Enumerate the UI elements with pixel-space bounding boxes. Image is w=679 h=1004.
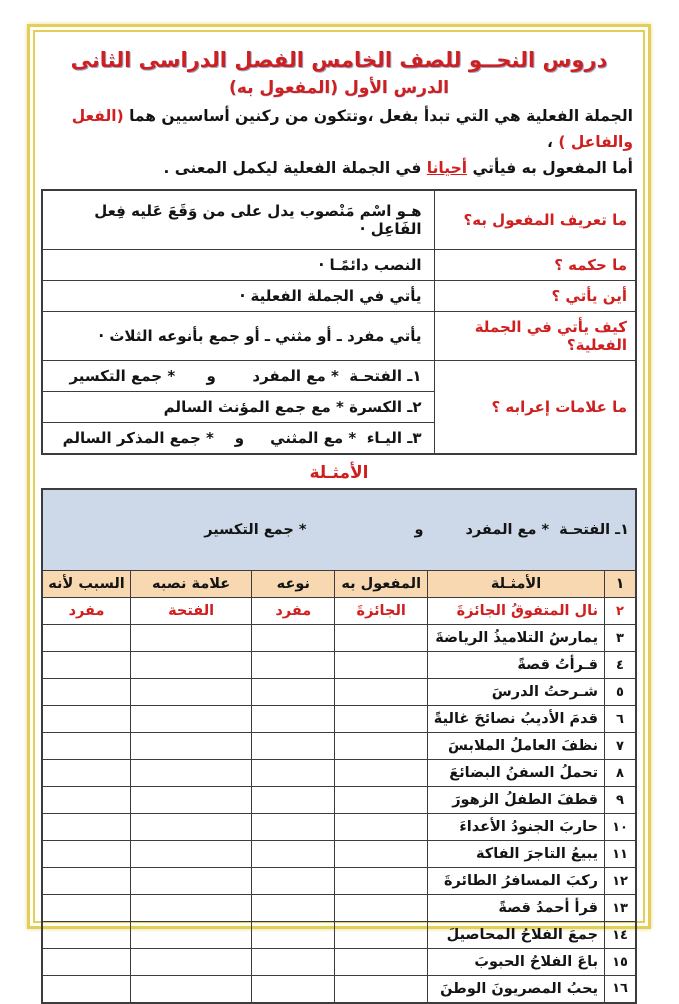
definition-question: ما تعريف المفعول به؟ — [434, 190, 636, 250]
example-cell-example: ركبَ المسافرُ الطائرةَ — [428, 868, 605, 895]
example-cell-example: جمعَ الفلاحُ المحاصيلَ — [428, 922, 605, 949]
example-cell-object — [335, 733, 428, 760]
definition-answer: النصب دائمًـا · — [42, 250, 434, 281]
example-row — [42, 760, 636, 787]
example-cell-num: ١٣ — [605, 895, 636, 922]
example-cell-num: ٦ — [605, 706, 636, 733]
intro-line1-text: الجملة الفعلية هي التي تبدأ بفعل ،وتتكون من ركنين أساسيين هما — [123, 107, 633, 125]
example-cell-example: قدمَ الأديبُ نصائحَ غاليةً — [428, 706, 605, 733]
example-cell-example: قـرأتُ قصةً — [428, 652, 605, 679]
example-cell-object — [335, 841, 428, 868]
example-cell-example: شـرحتُ الدرسَ — [428, 679, 605, 706]
examples-banner-cell — [42, 489, 636, 571]
intro-line1-tail: ، — [547, 133, 559, 151]
intro-line1-highlight: (الفعل والفاعل ) — [71, 107, 633, 151]
example-cell-example: نال المتفوقُ الجائزةَ — [428, 598, 605, 625]
example-cell-example: قطفَ الطفلُ الزهورَ — [428, 787, 605, 814]
example-cell-type — [252, 922, 335, 949]
intro-line2-text: أما المفعول به فيأتي — [467, 159, 633, 177]
examples-table — [41, 488, 637, 1004]
example-cell-num: ٧ — [605, 733, 636, 760]
example-cell-mark — [131, 976, 252, 1003]
example-cell-object — [335, 706, 428, 733]
example-cell-example: حاربَ الجنودُ الأعداءَ — [428, 814, 605, 841]
example-cell-mark — [131, 922, 252, 949]
example-cell-type — [252, 976, 335, 1003]
example-cell-num: ١٠ — [605, 814, 636, 841]
banner-fatha-label: ١ـ الفتحـة * مع المفرد — [465, 522, 629, 538]
banner-takseer-label: * جمع التكسير — [204, 522, 307, 538]
example-cell-type — [252, 652, 335, 679]
example-cell-reason — [42, 760, 131, 787]
example-cell-mark — [131, 868, 252, 895]
marks-answer: ١ـ الفتحـة * مع المفرد و * جمع التكسير — [42, 361, 434, 392]
column-header-object: المفعول به — [335, 571, 428, 598]
example-cell-mark — [131, 895, 252, 922]
example-cell-type — [252, 895, 335, 922]
example-row — [42, 652, 636, 679]
example-cell-object — [335, 652, 428, 679]
example-cell-num: ١٤ — [605, 922, 636, 949]
example-cell-type — [252, 625, 335, 652]
marks-answer: ٢ـ الكسرة * مع جمع المؤنث السالم — [42, 392, 434, 423]
example-row — [42, 625, 636, 652]
definition-question: كيف يأتي في الجملة الفعلية؟ — [434, 312, 636, 361]
example-cell-example: يبيعُ التاجرَ الفاكة — [428, 841, 605, 868]
example-cell-type — [252, 679, 335, 706]
example-cell-object — [335, 679, 428, 706]
definition-question: أين يأتي ؟ — [434, 281, 636, 312]
example-cell-object — [335, 976, 428, 1003]
example-cell-example: يحبُ المصريونَ الوطنَ — [428, 976, 605, 1003]
example-cell-object — [335, 760, 428, 787]
example-cell-mark — [131, 652, 252, 679]
definition-row — [42, 281, 636, 312]
column-header-number: ١ — [605, 571, 636, 598]
example-cell-num: ٤ — [605, 652, 636, 679]
example-row — [42, 922, 636, 949]
decorative-frame — [27, 24, 651, 997]
definition-question: ما حكمه ؟ — [434, 250, 636, 281]
example-cell-type — [252, 868, 335, 895]
example-cell-type — [252, 760, 335, 787]
example-cell-type: مفرد — [252, 598, 335, 625]
example-cell-reason — [42, 679, 131, 706]
example-cell-num: ٨ — [605, 760, 636, 787]
marks-row — [42, 361, 636, 392]
example-cell-object: الجائزةَ — [335, 598, 428, 625]
page-subtitle: الدرس الأول (المفعول به) — [229, 78, 449, 98]
example-row — [42, 706, 636, 733]
example-cell-reason — [42, 625, 131, 652]
example-row — [42, 733, 636, 760]
example-cell-mark — [131, 706, 252, 733]
worksheet-content — [33, 30, 645, 997]
example-row — [42, 976, 636, 1003]
banner-and-label: و — [414, 522, 424, 538]
example-cell-example: قرأ أحمدُ قصةً — [428, 895, 605, 922]
definition-row — [42, 250, 636, 281]
definition-answer: يأتي في الجملة الفعلية · — [42, 281, 434, 312]
definitions-table — [41, 189, 637, 455]
example-row — [42, 787, 636, 814]
example-cell-object — [335, 895, 428, 922]
example-cell-num: ٢ — [605, 598, 636, 625]
example-cell-type — [252, 814, 335, 841]
example-cell-reason — [42, 706, 131, 733]
example-cell-object — [335, 949, 428, 976]
example-row — [42, 949, 636, 976]
example-row — [42, 679, 636, 706]
example-cell-mark — [131, 679, 252, 706]
example-cell-example: نظفَ العاملُ الملابسَ — [428, 733, 605, 760]
example-cell-object — [335, 814, 428, 841]
example-cell-example: باعَ الفلاحُ الحبوبَ — [428, 949, 605, 976]
example-row — [42, 814, 636, 841]
example-row — [42, 598, 636, 625]
example-cell-reason — [42, 841, 131, 868]
example-cell-reason: مفرد — [42, 598, 131, 625]
definition-answer: هـو اسْم مَنْصوب يدل على من وَقَعَ عَليه فِعل الفَاعِل · — [42, 190, 434, 250]
column-header-mark: علامة نصبه — [131, 571, 252, 598]
example-row — [42, 895, 636, 922]
column-header-type: نوعه — [252, 571, 335, 598]
intro-line2-tail: في الجملة الفعلية ليكمل المعنى . — [163, 159, 427, 177]
column-header-examples: الأمثـلة — [428, 571, 605, 598]
definition-row — [42, 312, 636, 361]
example-cell-mark: الفتحة — [131, 598, 252, 625]
example-cell-object — [335, 787, 428, 814]
intro-paragraph — [45, 103, 633, 181]
example-cell-mark — [131, 949, 252, 976]
example-cell-reason — [42, 733, 131, 760]
example-cell-example: يمارسُ التلاميذُ الرياضةَ — [428, 625, 605, 652]
example-cell-num: ٣ — [605, 625, 636, 652]
example-cell-type — [252, 841, 335, 868]
examples-banner — [43, 522, 635, 538]
example-cell-object — [335, 922, 428, 949]
example-cell-mark — [131, 841, 252, 868]
example-cell-reason — [42, 976, 131, 1003]
example-row — [42, 868, 636, 895]
example-cell-reason — [42, 922, 131, 949]
example-cell-num: ٩ — [605, 787, 636, 814]
definition-row — [42, 190, 636, 250]
example-cell-mark — [131, 760, 252, 787]
examples-heading: الأمثـلة — [309, 463, 369, 483]
definition-answer: يأتي مفرد ـ أو مثني ـ أو جمع بأنوعه الثلاث · — [42, 312, 434, 361]
example-cell-reason — [42, 814, 131, 841]
example-cell-mark — [131, 814, 252, 841]
page-title: دروس النحــو للصف الخامس الفصل الدراسى الثانى — [70, 48, 608, 72]
example-cell-num: ٥ — [605, 679, 636, 706]
example-cell-type — [252, 733, 335, 760]
example-cell-num: ١٢ — [605, 868, 636, 895]
example-cell-reason — [42, 787, 131, 814]
example-cell-num: ١١ — [605, 841, 636, 868]
example-cell-object — [335, 625, 428, 652]
example-row — [42, 841, 636, 868]
example-cell-reason — [42, 949, 131, 976]
example-cell-type — [252, 706, 335, 733]
examples-header-row — [42, 571, 636, 598]
example-cell-type — [252, 949, 335, 976]
example-cell-type — [252, 787, 335, 814]
example-cell-reason — [42, 895, 131, 922]
column-header-reason: السبب لأنه — [42, 571, 131, 598]
example-cell-example: تحملُ السفنُ البضائعَ — [428, 760, 605, 787]
example-cell-mark — [131, 625, 252, 652]
example-cell-num: ١٥ — [605, 949, 636, 976]
intro-line2-highlight: أحيانا — [426, 159, 468, 177]
example-cell-reason — [42, 652, 131, 679]
example-cell-reason — [42, 868, 131, 895]
example-cell-mark — [131, 733, 252, 760]
example-cell-object — [335, 868, 428, 895]
marks-answer: ٣ـ اليـاء * مع المثني و * جمع المذكر السالم — [42, 423, 434, 455]
marks-question: ما علامات إعرابه ؟ — [434, 361, 636, 455]
example-cell-mark — [131, 787, 252, 814]
example-cell-num: ١٦ — [605, 976, 636, 1003]
examples-banner-row — [42, 489, 636, 571]
